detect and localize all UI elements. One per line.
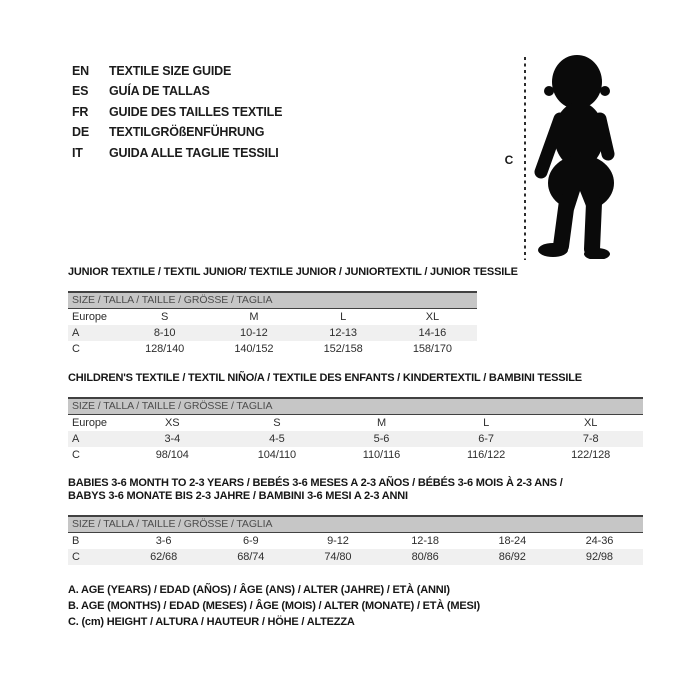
- row-label: Europe: [72, 311, 107, 323]
- junior-table: [68, 291, 477, 357]
- size-value-cell: XL: [584, 417, 598, 429]
- size-value-cell: 12-13: [329, 327, 357, 339]
- size-value-cell: 14-16: [418, 327, 447, 339]
- size-header-bar: SIZE / TALLA / TAILLE / GRÖSSE / TAGLIA: [68, 293, 477, 309]
- children-table-title: CHILDREN'S TEXTILE / TEXTIL NIÑO/A / TEXTILE DES ENFANTS / KINDERTEXTIL / BAMBINI TESSILE: [68, 372, 582, 384]
- size-value-cell: 74/80: [324, 551, 352, 563]
- size-value-cell: M: [249, 311, 259, 323]
- row-label: C: [72, 551, 80, 563]
- row-label: A: [72, 327, 80, 339]
- table-row: [68, 415, 643, 431]
- size-value-cell: 18-24: [498, 535, 527, 547]
- size-value-cell: 68/74: [237, 551, 265, 563]
- language-label: GUÍA DE TALLAS: [109, 84, 210, 99]
- children-table-section: [68, 372, 643, 463]
- language-label: GUIDA ALLE TAGLIE TESSILI: [109, 145, 279, 160]
- size-value-cell: 92/98: [585, 551, 613, 563]
- table-row: [68, 431, 643, 447]
- language-row: [72, 102, 282, 122]
- babies-table-title: BABIES 3-6 MONTH TO 2-3 YEARS / BEBÉS 3-6 MESES A 2-3 AÑOS / BÉBÉS 3-6 MOIS À 2-3 ANS / BABYS 3-6 MONATE BIS 2-3 JAHRE / BAMBINI 3-6 MESI A 2-3 ANNI: [68, 477, 563, 502]
- language-label: TEXTILE SIZE GUIDE: [109, 64, 232, 78]
- table-row: [68, 447, 643, 463]
- row-label: Europe: [72, 417, 107, 429]
- size-value-cell: 128/140: [145, 343, 185, 355]
- size-value-cell: 24-36: [585, 535, 614, 547]
- footnote-line: B. AGE (MONTHS) / EDAD (MESES) / ÂGE (MOIS) / ALTER (MONATE) / ETÀ (MESI): [68, 600, 480, 613]
- table-row: [68, 309, 477, 325]
- language-code: EN: [72, 64, 89, 78]
- babies-table: [68, 515, 643, 565]
- size-value-cell: 140/152: [234, 343, 274, 355]
- size-value-cell: XS: [165, 417, 180, 429]
- language-row: [72, 61, 282, 81]
- size-value-cell: 5-6: [373, 433, 390, 445]
- height-measure-label: C: [504, 153, 514, 167]
- row-label: A: [72, 433, 80, 445]
- junior-table-section: [68, 266, 518, 357]
- size-value-cell: 3-6: [155, 535, 172, 547]
- size-value-cell: 4-5: [269, 433, 285, 445]
- footnotes: [68, 582, 480, 631]
- language-code: DE: [72, 125, 89, 140]
- size-value-cell: 104/110: [257, 449, 297, 461]
- row-label: C: [72, 449, 80, 461]
- size-value-cell: 116/122: [466, 449, 506, 461]
- language-row: [72, 81, 282, 101]
- table-row: [68, 549, 643, 565]
- size-value-cell: 110/116: [362, 449, 401, 461]
- size-value-cell: 122/128: [571, 449, 611, 461]
- children-table: [68, 397, 643, 463]
- height-measure-dashed-line: [524, 57, 526, 260]
- size-value-cell: 6-7: [478, 433, 494, 445]
- size-value-cell: L: [340, 311, 347, 323]
- baby-silhouette-icon: [528, 53, 628, 259]
- size-header-bar: SIZE / TALLA / TAILLE / GRÖSSE / TAGLIA: [68, 517, 643, 533]
- language-row: [72, 122, 282, 142]
- size-value-cell: 10-12: [240, 327, 268, 339]
- size-value-cell: 6-9: [242, 535, 259, 547]
- size-value-cell: 7-8: [582, 433, 599, 445]
- size-value-cell: 86/92: [498, 551, 526, 563]
- footnote-line: A. AGE (YEARS) / EDAD (AÑOS) / ÂGE (ANS) / ALTER (JAHRE) / ETÀ (ANNI): [68, 584, 450, 596]
- row-label: C: [72, 343, 80, 355]
- size-value-cell: 3-4: [164, 433, 181, 445]
- babies-table-section: [68, 477, 643, 565]
- size-value-cell: S: [273, 417, 281, 429]
- language-code: ES: [72, 84, 89, 99]
- table-row: [68, 325, 477, 341]
- size-value-cell: 80/86: [411, 551, 439, 563]
- size-value-cell: XL: [425, 311, 439, 323]
- size-value-cell: 9-12: [327, 535, 349, 547]
- language-list: [72, 61, 282, 163]
- language-row: [72, 143, 282, 163]
- size-value-cell: 12-18: [411, 535, 439, 547]
- footnote-line: C. (cm) HEIGHT / ALTURA / HAUTEUR / HÖHE / ALTEZZA: [68, 616, 355, 629]
- table-row: [68, 533, 643, 549]
- language-code: FR: [72, 104, 89, 119]
- size-header-bar: SIZE / TALLA / TAILLE / GRÖSSE / TAGLIA: [68, 399, 643, 415]
- size-value-cell: S: [161, 311, 169, 323]
- language-label: TEXTILGRÖßENFÜHRUNG: [109, 125, 265, 140]
- language-code: IT: [72, 145, 83, 160]
- row-label: B: [72, 535, 80, 547]
- junior-table-title: JUNIOR TEXTILE / TEXTIL JUNIOR/ TEXTILE JUNIOR / JUNIORTEXTIL / JUNIOR TESSILE: [68, 266, 518, 278]
- size-value-cell: 98/104: [155, 449, 189, 461]
- size-value-cell: L: [483, 417, 490, 429]
- size-value-cell: 62/68: [150, 551, 178, 563]
- size-value-cell: 8-10: [153, 327, 176, 339]
- size-value-cell: 158/170: [412, 343, 452, 355]
- size-value-cell: M: [376, 417, 387, 429]
- language-label: GUIDE DES TAILLES TEXTILE: [109, 104, 283, 119]
- table-row: [68, 341, 477, 357]
- size-value-cell: 152/158: [323, 343, 363, 355]
